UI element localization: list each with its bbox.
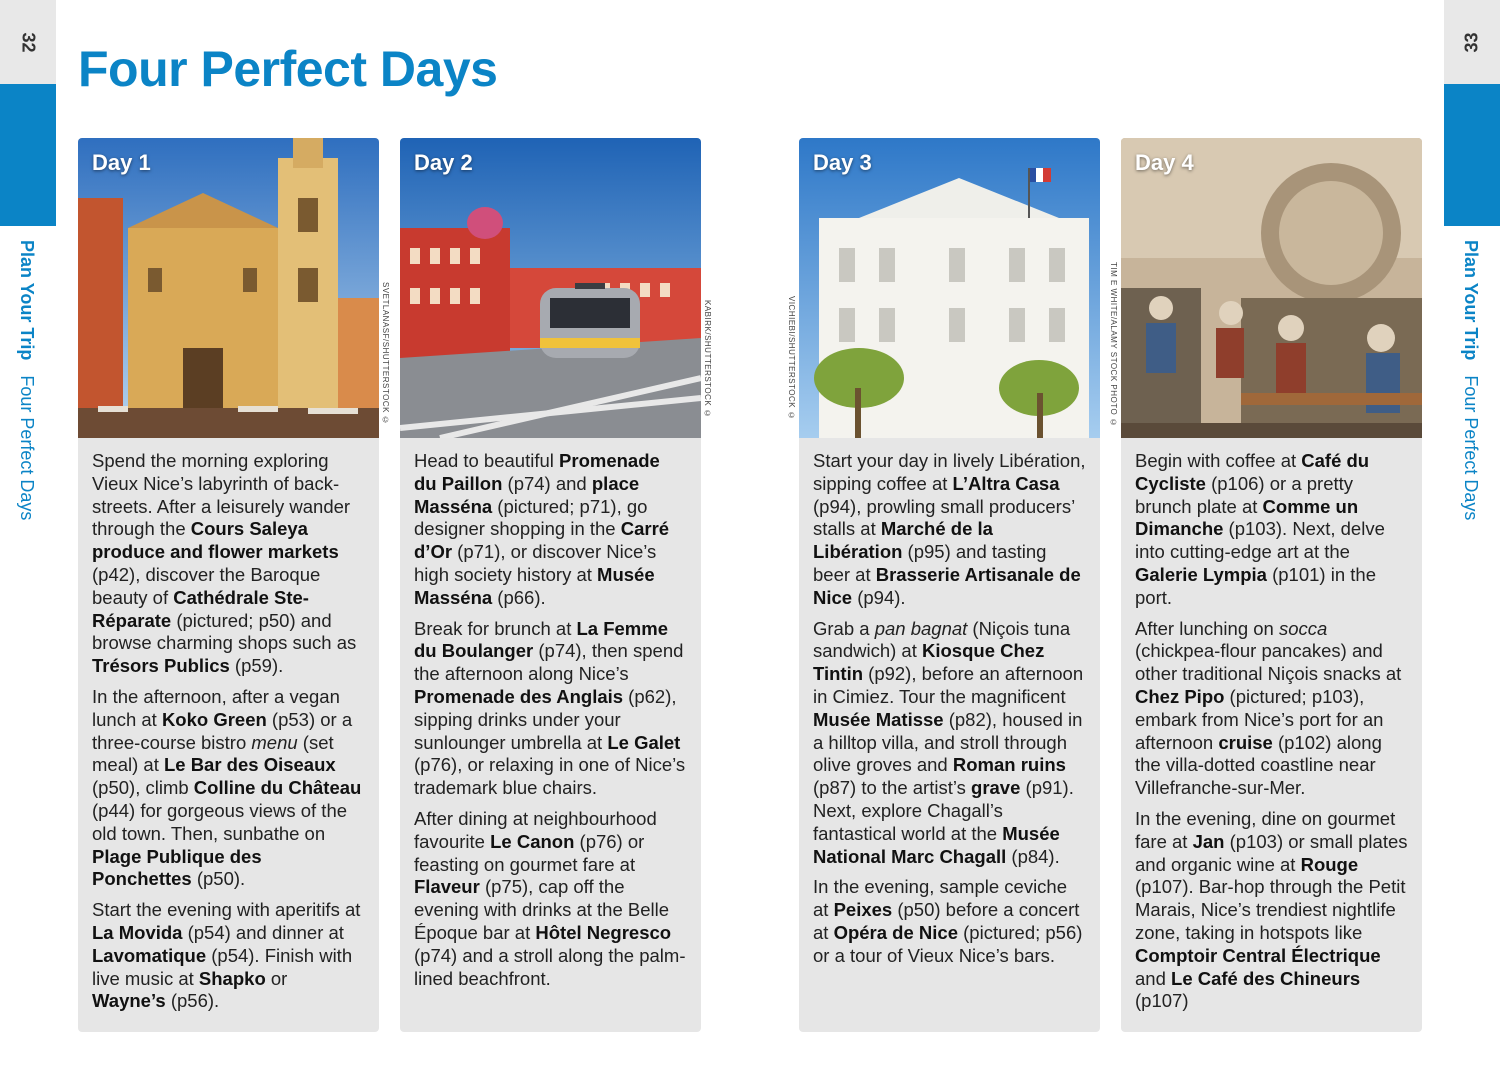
page-number-right: 33	[1461, 32, 1482, 53]
tram-photo	[400, 138, 701, 438]
right-page-spine	[1444, 0, 1500, 1082]
paragraph-evening: Start the evening with aperitifs at La Movida (p54) and dinner at Lavomatique (p54). Finish with live music at Shapko or Wayne’s (p56).	[92, 899, 361, 1012]
paragraph-morning: Spend the morning exploring Vieux Nice’s labyrinth of back-streets. After a leisurely wander through the Cours Saleya produce and flower markets (p42), discover the Baroque beauty of Cathédrale Ste-Réparate (pictured; p50) and browse charming shops such as Trésors Publics (p59).	[92, 450, 357, 677]
running-head-right	[1460, 240, 1481, 520]
paragraph-evening: In the evening, dine on gourmet fare at Jan (p103) or small plates and organic wine at Rouge (p107). Bar-hop through the Petit Marais, Nice’s trendiest nightlife zone, taking in hotspots like Comptoir Central Électrique and Le Café des Chineurs (p107)	[1135, 807, 1408, 1012]
paragraph-morning: Head to beautiful Promenade du Paillon (p74) and place Masséna (pictured; p71), go designer shopping in the Carré d’Or (p71), or discover Nice’s high society history at Musée Masséna (p66).	[414, 450, 670, 608]
paragraph-evening: After dining at neighbourhood favourite Le Canon (p76) or feasting on gourmet fare at Flaveur (p75), cap off the evening with drinks at the Belle Époque bar at Hôtel Negresco (p74) and a stroll along the palm-lined beachfront.	[414, 807, 686, 989]
cafe-photo	[1121, 138, 1422, 438]
opera-photo	[799, 138, 1100, 438]
page-title: Four Perfect Days	[78, 41, 498, 97]
running-head-left	[16, 240, 37, 520]
paragraph-evening: In the evening, sample ceviche at Peixes (p50) before a concert at Opéra de Nice (pictured; p56) or a tour of Vieux Nice’s bars.	[813, 876, 1083, 966]
day-text	[1121, 438, 1422, 1013]
day-photo	[799, 138, 1100, 438]
section-tab	[1444, 84, 1500, 226]
cathedral-photo	[78, 138, 379, 438]
day-card-4	[1121, 138, 1422, 1032]
day-label: Day 3	[813, 150, 872, 175]
running-head-subsection: Four Perfect Days	[1461, 375, 1481, 521]
page-number-box	[0, 0, 56, 84]
running-head-section: Plan Your Trip	[1461, 240, 1481, 361]
day-text	[78, 438, 379, 1013]
paragraph-morning: Start your day in lively Libération, sipping coffee at L’Altra Casa (p94), prowling small producers’ stalls at Marché de la Libération (p95) and tasting beer at Brasserie Artisanale de Nice (p94).	[813, 450, 1086, 608]
left-page-spine	[0, 0, 56, 1082]
paragraph-afternoon: Grab a pan bagnat (Niçois tuna sandwich) at Kiosque Chez Tintin (p92), before an afternoon in Cimiez. Tour the magnificent Musée Matisse (p82), housed in a hilltop villa, and stroll through olive groves and Roman ruins (p87) to the artist’s grave (p91). Next, explore Chagall’s fantastical world at the Musée National Marc Chagall (p84).	[813, 617, 1084, 867]
day-card-1	[78, 138, 379, 1032]
paragraph-morning: Begin with coffee at Café du Cycliste (p106) or a pretty brunch plate at Comme un Dimanche (p103). Next, delve into cutting-edge art at the Galerie Lympia (p101) in the port.	[1135, 450, 1385, 608]
day-label: Day 1	[92, 150, 151, 175]
photo-credit-day-3: VICHIEBI/SHUTTERSTOCK ©	[787, 296, 796, 421]
day-label: Day 2	[414, 150, 473, 175]
day-card-3	[799, 138, 1100, 1032]
page-number-left: 32	[18, 32, 39, 53]
day-label: Day 4	[1135, 150, 1194, 175]
photo-credit-day-2: KABIRK/SHUTTERSTOCK ©	[703, 300, 712, 419]
paragraph-afternoon: Break for brunch at La Femme du Boulanger (p74), then spend the afternoon along Nice’s Promenade des Anglais (p62), sipping drinks under your sunlounger umbrella at Le Galet (p76), or relaxing in one of Nice’s trademark blue chairs.	[414, 617, 686, 799]
day-photo	[400, 138, 701, 438]
section-tab	[0, 84, 56, 226]
day-text	[400, 438, 701, 990]
paragraph-afternoon: After lunching on socca (chickpea-flour pancakes) and other traditional Niçois snacks at Chez Pipo (pictured; p103), embark from Nice’s port for an afternoon cruise (p102) along the villa-dotted coastline near Villefranche-sur-Mer.	[1135, 617, 1402, 799]
running-head-subsection: Four Perfect Days	[17, 375, 37, 521]
day-card-2	[400, 138, 701, 1032]
day-photo	[1121, 138, 1422, 438]
paragraph-afternoon: In the afternoon, after a vegan lunch at Koko Green (p53) or a three-course bistro menu (set meal) at Le Bar des Oiseaux (p50), climb Colline du Château (p44) for gorgeous views of the old town. Then, sunbathe on Plage Publique des Ponchettes (p50).	[92, 685, 362, 890]
day-text	[799, 438, 1100, 968]
photo-credit-day-4: TIM E WHITE/ALAMY STOCK PHOTO ©	[1109, 262, 1118, 428]
page-number-box	[1444, 0, 1500, 84]
photo-credit-day-1: SVETLANASF/SHUTTERSTOCK ©	[381, 282, 390, 426]
day-photo	[78, 138, 379, 438]
running-head-section: Plan Your Trip	[17, 240, 37, 361]
